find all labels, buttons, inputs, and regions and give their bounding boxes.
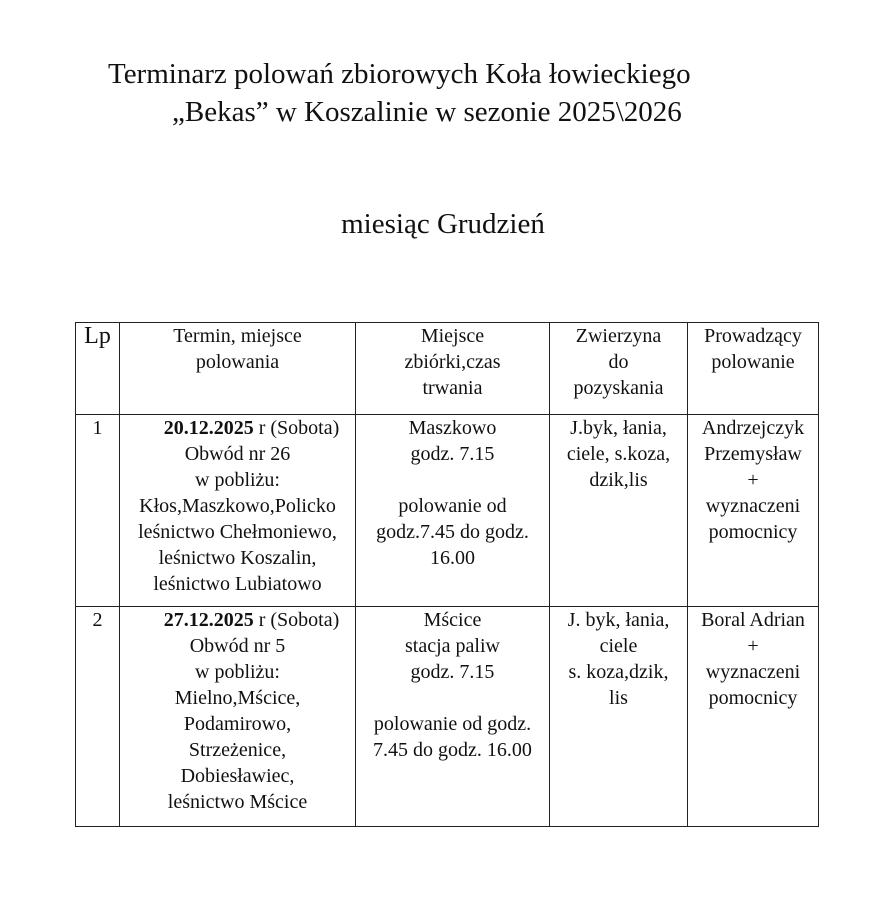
- row-place: leśnictwo Koszalin,: [158, 547, 317, 569]
- row-date: 20.12.2025: [163, 417, 254, 439]
- row-zwierzyna-line: s. koza,dzik,: [568, 661, 669, 683]
- table-row: [76, 415, 819, 607]
- row-czas-line: 16.00: [430, 547, 475, 569]
- table-header-row: [76, 323, 819, 415]
- row-termin: [120, 415, 356, 607]
- row-lp: [76, 607, 120, 827]
- row-lp-value: 1: [92, 417, 103, 439]
- row-place: Mielno,Mścice,: [174, 687, 301, 709]
- row-prowadzacy-line: Boral Adrian: [701, 609, 805, 631]
- header-zwierzyna-line: pozyskania: [573, 377, 664, 399]
- header-miejsce-line: Miejsce: [420, 325, 485, 347]
- title-line-2: „Bekas” w Koszalinie w sezonie 2025\2026: [172, 96, 682, 128]
- row-prowadzacy-line: +: [747, 469, 759, 491]
- row-prowadzacy: [688, 415, 819, 607]
- title-line-1: Terminarz polowań zbiorowych Koła łowieckiego: [108, 58, 691, 90]
- row-termin: [120, 607, 356, 827]
- row-place: Kłos,Maszkowo,Policko: [139, 495, 336, 517]
- row-czas-line: polowanie od godz.: [373, 713, 532, 735]
- header-termin-line: Termin, miejsce: [173, 325, 302, 347]
- row-obwod: Obwód nr 26: [184, 443, 291, 465]
- row-place: leśnictwo Lubiatowo: [153, 573, 322, 595]
- row-zwierzyna: [550, 607, 688, 827]
- row-place: Podamirowo,: [183, 713, 292, 735]
- header-prowadzacy-line: polowanie: [711, 351, 795, 373]
- row-prowadzacy-line: Przemysław: [704, 443, 802, 465]
- row-czas-line: 7.45 do godz. 16.00: [373, 739, 532, 761]
- row-place: leśnictwo Mścice: [167, 791, 308, 813]
- row-miejsce-line: godz. 7.15: [410, 661, 495, 683]
- row-lp-value: 2: [92, 609, 103, 631]
- row-prowadzacy-line: pomocnicy: [708, 521, 798, 543]
- header-miejsce-line: trwania: [422, 377, 483, 399]
- row-zwierzyna-line: J. byk, łania,: [567, 609, 670, 631]
- month-heading: [0, 208, 892, 241]
- row-zwierzyna-line: J.byk, łania,: [570, 417, 667, 439]
- row-obwod: Obwód nr 5: [189, 635, 286, 657]
- table-row: [76, 607, 819, 827]
- row-prowadzacy: [688, 607, 819, 827]
- header-zwierzyna-line: Zwierzyna: [575, 325, 662, 347]
- spacer: [356, 685, 549, 711]
- row-place: leśnictwo Chełmoniewo,: [138, 521, 337, 543]
- row-zwierzyna-line: ciele: [599, 635, 638, 657]
- row-prowadzacy-line: wyznaczeni: [705, 661, 801, 683]
- spacer: [356, 467, 549, 493]
- row-miejsce-line: Maszkowo: [408, 417, 497, 439]
- header-prowadzacy: [688, 323, 819, 415]
- row-miejsce: [356, 607, 550, 827]
- header-zwierzyna-line: do: [608, 351, 629, 373]
- row-place: Strzeżenice,: [188, 739, 287, 761]
- row-day: r (Sobota): [253, 417, 340, 439]
- row-czas-line: polowanie od: [398, 495, 507, 517]
- row-date-line: [134, 607, 369, 633]
- header-lp: [76, 323, 120, 415]
- row-czas-line: godz.7.45 do godz.: [376, 521, 529, 543]
- row-prowadzacy-line: wyznaczeni: [705, 495, 801, 517]
- row-day: r (Sobota): [253, 609, 340, 631]
- row-prowadzacy-line: +: [747, 635, 759, 657]
- header-lp-label: Lp: [84, 323, 111, 349]
- row-poblizu: w pobliżu:: [195, 661, 280, 683]
- row-place: Dobiesławiec,: [180, 765, 295, 787]
- row-poblizu: w pobliżu:: [195, 469, 280, 491]
- row-miejsce-line: Mścice: [423, 609, 482, 631]
- row-date-line: [134, 415, 369, 441]
- header-termin-line: polowania: [195, 351, 280, 373]
- row-zwierzyna-line: lis: [609, 687, 628, 709]
- row-miejsce-line: godz. 7.15: [410, 443, 495, 465]
- row-date: 27.12.2025: [163, 609, 254, 631]
- month-heading-text: miesiąc Grudzień: [341, 208, 545, 240]
- header-zwierzyna: [550, 323, 688, 415]
- row-zwierzyna-line: dzik,lis: [589, 469, 648, 491]
- header-miejsce: [356, 323, 550, 415]
- header-termin: [120, 323, 356, 415]
- header-prowadzacy-line: Prowadzący: [704, 325, 802, 347]
- row-zwierzyna: [550, 415, 688, 607]
- row-lp: [76, 415, 120, 607]
- row-zwierzyna-line: ciele, s.koza,: [566, 443, 671, 465]
- row-prowadzacy-line: Andrzejczyk: [701, 417, 805, 439]
- row-prowadzacy-line: pomocnicy: [708, 687, 798, 709]
- row-miejsce-line: stacja paliw: [405, 635, 500, 657]
- row-miejsce: [356, 415, 550, 607]
- header-miejsce-line: zbiórki,czas: [404, 351, 501, 373]
- hunting-schedule-table: [75, 322, 819, 827]
